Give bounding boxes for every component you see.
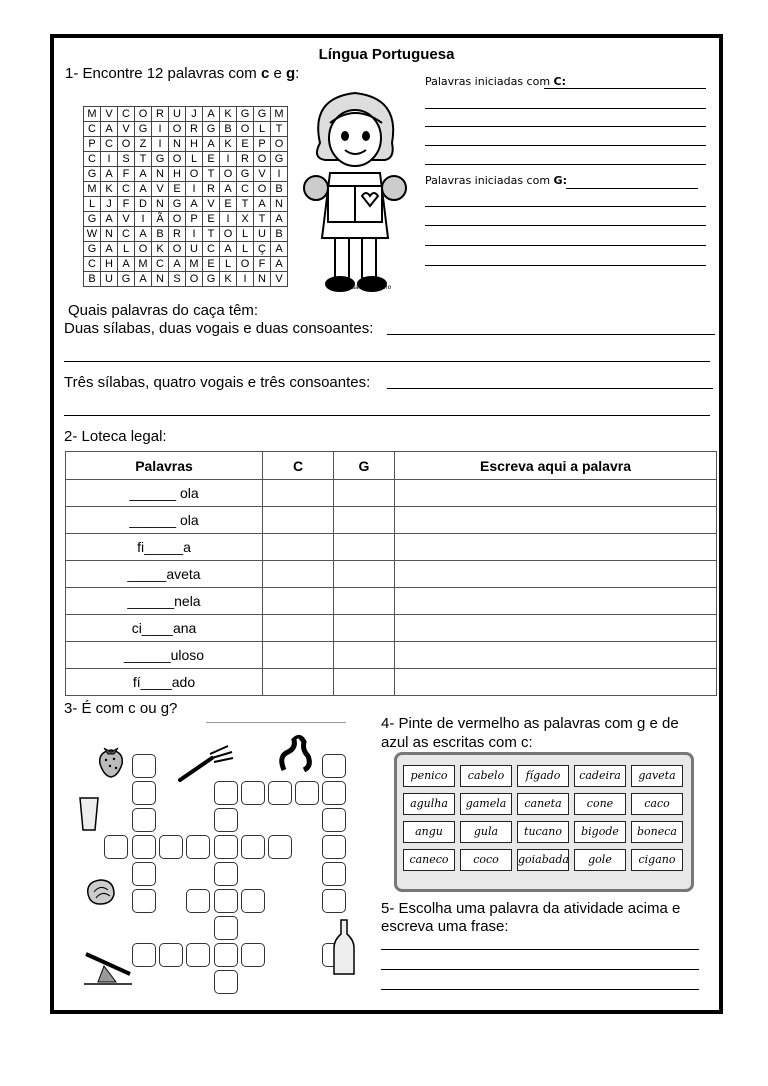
column-header-palavras: Palavras <box>66 452 263 480</box>
word-cell: ______nela <box>66 588 263 615</box>
answer-line[interactable] <box>425 245 706 246</box>
crossword-cell[interactable] <box>322 862 346 886</box>
word-search-cell[interactable]: A <box>271 212 288 227</box>
loteca-table <box>65 451 717 696</box>
word-search-cell[interactable]: G <box>84 242 101 257</box>
word-search-row <box>84 122 288 137</box>
word-box[interactable]: coco <box>460 849 512 871</box>
word-search-cell[interactable]: T <box>237 197 254 212</box>
word-search-cell[interactable]: B <box>271 182 288 197</box>
table-row <box>66 534 717 561</box>
bottle-icon <box>332 918 356 976</box>
word-search-cell[interactable]: A <box>135 227 152 242</box>
word-search-cell[interactable]: I <box>135 212 152 227</box>
word-search-cell[interactable]: N <box>152 272 169 287</box>
word-search-cell[interactable]: E <box>203 152 220 167</box>
word-search-cell[interactable]: I <box>186 227 203 242</box>
question-5-heading: 5- Escolha uma palavra da atividade acima e escreva uma frase: <box>381 900 681 935</box>
word-search-cell[interactable]: U <box>254 227 271 242</box>
word-search-cell[interactable]: A <box>271 242 288 257</box>
word-search-cell[interactable]: W <box>84 227 101 242</box>
table-row <box>66 507 717 534</box>
word-box[interactable]: angu <box>403 821 455 843</box>
seesaw-icon <box>82 944 134 986</box>
word-search-cell[interactable]: I <box>271 167 288 182</box>
c-checkbox-cell[interactable] <box>263 507 334 534</box>
c-checkbox-cell[interactable] <box>263 534 334 561</box>
question-3-heading: 3- É com c ou g? <box>64 700 178 717</box>
word-search-cell[interactable]: T <box>254 212 271 227</box>
word-search-cell[interactable]: I <box>186 182 203 197</box>
word-search-cell[interactable]: G <box>84 212 101 227</box>
answer-line[interactable] <box>381 989 699 990</box>
word-search-cell[interactable]: U <box>186 242 203 257</box>
page-title: Língua Portuguesa <box>318 46 455 63</box>
word-search-cell[interactable]: I <box>220 152 237 167</box>
crossword-cell[interactable] <box>214 943 238 967</box>
word-search-cell[interactable]: A <box>135 182 152 197</box>
word-cell: fi_____a <box>66 534 263 561</box>
worm-icon <box>274 734 314 774</box>
crossword-cell[interactable] <box>241 889 265 913</box>
word-search-cell[interactable]: O <box>271 137 288 152</box>
answer-line[interactable] <box>387 334 715 335</box>
crossword-cell[interactable] <box>214 808 238 832</box>
word-search-cell[interactable]: P <box>84 137 101 152</box>
word-search-cell[interactable]: T <box>203 227 220 242</box>
word-search-cell[interactable]: A <box>101 167 118 182</box>
crossword-cell[interactable] <box>159 835 183 859</box>
g-checkbox-cell[interactable] <box>334 480 395 507</box>
word-search-cell[interactable]: G <box>203 122 220 137</box>
word-search-cell[interactable]: M <box>84 182 101 197</box>
word-search-cell[interactable]: F <box>254 257 271 272</box>
word-search-cell[interactable]: O <box>237 257 254 272</box>
word-search-cell[interactable]: O <box>220 167 237 182</box>
word-search-cell[interactable]: R <box>169 227 186 242</box>
word-search-row <box>84 227 288 242</box>
fork-icon <box>176 744 236 784</box>
word-search-cell[interactable]: V <box>118 212 135 227</box>
word-search-cell[interactable]: E <box>169 182 186 197</box>
word-box[interactable]: gaveta <box>631 765 683 787</box>
word-search-cell[interactable]: C <box>118 227 135 242</box>
word-search-cell[interactable]: G <box>169 197 186 212</box>
table-row <box>66 669 717 696</box>
word-search-cell[interactable]: L <box>186 152 203 167</box>
word-search-cell[interactable]: T <box>203 167 220 182</box>
word-box[interactable]: boneca <box>631 821 683 843</box>
word-search-cell[interactable]: V <box>254 167 271 182</box>
word-search-cell[interactable]: H <box>169 167 186 182</box>
word-search-cell[interactable]: E <box>220 197 237 212</box>
g-checkbox-cell[interactable] <box>334 588 395 615</box>
illustration-credit: @AtividadesSuzano <box>332 284 392 291</box>
word-search-cell[interactable]: N <box>254 272 271 287</box>
word-search-cell[interactable]: Ã <box>152 212 169 227</box>
word-search-cell[interactable]: V <box>101 107 118 122</box>
answer-line[interactable] <box>425 145 706 146</box>
g-checkbox-cell[interactable] <box>334 642 395 669</box>
word-search-cell[interactable]: V <box>152 182 169 197</box>
word-search-cell[interactable]: C <box>84 122 101 137</box>
word-cell: ______uloso <box>66 642 263 669</box>
word-search-cell[interactable]: G <box>118 272 135 287</box>
word-search-cell[interactable]: G <box>237 107 254 122</box>
crossword-cell[interactable] <box>132 781 156 805</box>
word-cell: ______ ola <box>66 480 263 507</box>
word-box[interactable]: gole <box>574 849 626 871</box>
crossword-cell[interactable] <box>268 835 292 859</box>
answer-line[interactable] <box>381 949 699 950</box>
word-search-cell[interactable]: A <box>271 257 288 272</box>
answer-line[interactable] <box>381 969 699 970</box>
word-search-cell[interactable]: K <box>152 242 169 257</box>
answer-line[interactable] <box>387 388 713 389</box>
write-cell[interactable] <box>395 480 717 507</box>
crossword-cell[interactable] <box>186 889 210 913</box>
word-search-cell[interactable]: F <box>118 167 135 182</box>
word-search-cell[interactable]: O <box>169 122 186 137</box>
word-search-cell[interactable]: I <box>152 122 169 137</box>
word-search-cell[interactable]: B <box>220 122 237 137</box>
crossword-cell[interactable] <box>214 862 238 886</box>
word-search-row <box>84 137 288 152</box>
word-search-cell[interactable]: S <box>169 272 186 287</box>
word-box[interactable]: cadeira <box>574 765 626 787</box>
c-checkbox-cell[interactable] <box>263 642 334 669</box>
word-search-cell[interactable]: I <box>220 212 237 227</box>
column-header-c: C <box>263 452 334 480</box>
word-search-cell[interactable]: S <box>118 152 135 167</box>
word-cell: ci____ana <box>66 615 263 642</box>
word-search-cell[interactable]: M <box>84 107 101 122</box>
c-checkbox-cell[interactable] <box>263 588 334 615</box>
word-search-cell[interactable]: N <box>271 197 288 212</box>
answer-line[interactable] <box>425 225 706 226</box>
answer-line[interactable] <box>425 126 706 127</box>
write-cell[interactable] <box>395 588 717 615</box>
word-box[interactable]: caco <box>631 793 683 815</box>
caca-line-1-label: Duas sílabas, duas vogais e duas consoantes: <box>64 320 374 337</box>
word-box[interactable]: goiabada <box>517 849 569 871</box>
word-search-cell[interactable]: V <box>118 122 135 137</box>
crossword-cell[interactable] <box>322 835 346 859</box>
word-search-cell[interactable]: C <box>237 182 254 197</box>
word-search-cell[interactable]: L <box>118 242 135 257</box>
word-search-row <box>84 107 288 122</box>
g-checkbox-cell[interactable] <box>334 534 395 561</box>
worksheet-frame <box>50 34 723 1014</box>
table-row <box>66 480 717 507</box>
word-search-cell[interactable]: C <box>84 257 101 272</box>
word-search-cell[interactable]: H <box>101 257 118 272</box>
crossword-cell[interactable] <box>214 889 238 913</box>
answer-line[interactable] <box>64 415 710 416</box>
word-box[interactable]: gula <box>460 821 512 843</box>
table-row <box>66 561 717 588</box>
g-checkbox-cell[interactable] <box>334 615 395 642</box>
girl-reading-illustration <box>300 88 410 303</box>
label-words-c: Palavras iniciadas com C: <box>425 75 567 88</box>
word-box[interactable]: fígado <box>517 765 569 787</box>
word-box[interactable]: cone <box>574 793 626 815</box>
word-search-cell[interactable]: A <box>101 242 118 257</box>
word-search-cell[interactable]: O <box>237 122 254 137</box>
label-words-g: Palavras iniciadas com G: <box>425 174 567 187</box>
crossword-cell[interactable] <box>295 781 319 805</box>
word-search-row <box>84 242 288 257</box>
crossword-cell[interactable] <box>241 943 265 967</box>
word-search-cell[interactable]: F <box>118 197 135 212</box>
word-search-cell[interactable]: V <box>203 197 220 212</box>
word-box[interactable]: tucano <box>517 821 569 843</box>
answer-line[interactable] <box>425 265 706 266</box>
word-search-cell[interactable]: N <box>169 137 186 152</box>
word-search-cell[interactable]: A <box>254 197 271 212</box>
word-search-cell[interactable]: K <box>101 182 118 197</box>
word-search-row <box>84 152 288 167</box>
column-header-g: G <box>334 452 395 480</box>
word-search-cell[interactable]: A <box>135 167 152 182</box>
word-search-grid <box>83 106 288 287</box>
word-search-cell[interactable]: V <box>271 272 288 287</box>
word-search-row <box>84 167 288 182</box>
word-search-cell[interactable]: L <box>237 227 254 242</box>
word-search-cell[interactable]: N <box>152 167 169 182</box>
caca-line-2-label: Três sílabas, quatro vogais e três consoantes: <box>64 374 371 391</box>
c-checkbox-cell[interactable] <box>263 561 334 588</box>
word-search-cell[interactable]: G <box>254 107 271 122</box>
word-search-cell[interactable]: Z <box>135 137 152 152</box>
g-checkbox-cell[interactable] <box>334 561 395 588</box>
word-search-cell[interactable]: O <box>254 182 271 197</box>
word-search-cell[interactable]: A <box>203 137 220 152</box>
word-panel <box>394 752 694 892</box>
word-search-cell[interactable]: C <box>203 242 220 257</box>
caca-heading: Quais palavras do caça têm: <box>68 302 259 319</box>
word-search-cell[interactable]: A <box>118 257 135 272</box>
word-search-cell[interactable]: L <box>254 122 271 137</box>
word-search-cell[interactable]: N <box>101 227 118 242</box>
crossword-cell[interactable] <box>186 943 210 967</box>
word-search-cell[interactable]: A <box>220 182 237 197</box>
word-search-cell[interactable]: E <box>237 137 254 152</box>
word-search-cell[interactable]: L <box>237 242 254 257</box>
answer-line[interactable] <box>425 164 706 165</box>
crossword-cell[interactable] <box>241 835 265 859</box>
word-search-cell[interactable]: M <box>186 257 203 272</box>
answer-line[interactable] <box>64 361 710 362</box>
word-search-cell[interactable]: J <box>186 107 203 122</box>
word-search-cell[interactable]: O <box>135 242 152 257</box>
divider <box>206 722 346 723</box>
glass-icon <box>78 796 100 832</box>
word-search-cell[interactable]: E <box>203 212 220 227</box>
word-search-cell[interactable]: M <box>135 257 152 272</box>
word-search-cell[interactable]: Ç <box>254 242 271 257</box>
word-search-cell[interactable]: C <box>118 107 135 122</box>
word-search-cell[interactable]: B <box>152 227 169 242</box>
write-cell[interactable] <box>395 534 717 561</box>
word-search-cell[interactable]: C <box>118 182 135 197</box>
crossword-cell[interactable] <box>132 808 156 832</box>
word-search-cell[interactable]: B <box>271 227 288 242</box>
question-2-heading: 2- Loteca legal: <box>64 428 167 445</box>
word-search-cell[interactable]: R <box>237 152 254 167</box>
answer-line[interactable] <box>425 206 706 207</box>
crossword-cell[interactable] <box>132 754 156 778</box>
word-search-cell[interactable]: K <box>220 272 237 287</box>
c-checkbox-cell[interactable] <box>263 615 334 642</box>
word-search-cell[interactable]: A <box>186 197 203 212</box>
crossword-cell[interactable] <box>132 943 156 967</box>
word-search-cell[interactable]: K <box>220 107 237 122</box>
crossword-cell[interactable] <box>322 889 346 913</box>
word-search-cell[interactable]: R <box>203 182 220 197</box>
word-search-cell[interactable]: D <box>135 197 152 212</box>
column-header-escreva: Escreva aqui a palavra <box>395 452 717 480</box>
strawberry-icon <box>96 744 126 778</box>
crossword-cell[interactable] <box>322 808 346 832</box>
word-search-cell[interactable]: I <box>237 272 254 287</box>
g-checkbox-cell[interactable] <box>334 669 395 696</box>
table-row <box>66 615 717 642</box>
crossword-cell[interactable] <box>214 835 238 859</box>
word-search-cell[interactable]: K <box>220 137 237 152</box>
word-search-cell[interactable]: B <box>84 272 101 287</box>
word-search-cell[interactable]: A <box>203 107 220 122</box>
question-4-heading: 4- Pinte de vermelho as palavras com g e de azul as escritas com c: <box>381 715 679 751</box>
word-box[interactable]: caneta <box>517 793 569 815</box>
word-cell: ______ ola <box>66 507 263 534</box>
crossword-cell[interactable] <box>186 835 210 859</box>
word-box[interactable]: cabelo <box>460 765 512 787</box>
word-cell: fí____ado <box>66 669 263 696</box>
crossword-cell[interactable] <box>132 835 156 859</box>
word-search-cell[interactable]: T <box>135 152 152 167</box>
crossword-cell[interactable] <box>214 781 238 805</box>
crossword-cell[interactable] <box>214 916 238 940</box>
crossword-cell[interactable] <box>159 943 183 967</box>
answer-line[interactable] <box>425 108 706 109</box>
answer-line[interactable] <box>544 88 706 89</box>
word-search-cell[interactable]: J <box>101 197 118 212</box>
crossword-cell[interactable] <box>104 835 128 859</box>
word-search-cell[interactable]: O <box>169 242 186 257</box>
crossword-cell[interactable] <box>132 889 156 913</box>
word-search-row <box>84 197 288 212</box>
word-search-cell[interactable]: G <box>84 167 101 182</box>
question-1-heading: 1- Encontre 12 palavras com c e g: <box>65 65 300 82</box>
crossword-cell[interactable] <box>268 781 292 805</box>
word-search-cell[interactable]: C <box>84 152 101 167</box>
word-search-cell[interactable]: R <box>152 107 169 122</box>
word-search-cell[interactable]: G <box>237 167 254 182</box>
word-search-cell[interactable]: O <box>220 227 237 242</box>
word-search-cell[interactable]: G <box>135 122 152 137</box>
word-search-cell[interactable]: I <box>152 137 169 152</box>
word-search-cell[interactable]: H <box>186 137 203 152</box>
word-search-cell[interactable]: M <box>271 107 288 122</box>
word-search-cell[interactable]: O <box>186 272 203 287</box>
word-search-cell[interactable]: R <box>186 122 203 137</box>
word-search-cell[interactable]: A <box>135 272 152 287</box>
write-cell[interactable] <box>395 642 717 669</box>
crossword-cell[interactable] <box>241 781 265 805</box>
word-search-cell[interactable]: O <box>169 152 186 167</box>
word-search-row <box>84 212 288 227</box>
g-checkbox-cell[interactable] <box>334 507 395 534</box>
write-cell[interactable] <box>395 669 717 696</box>
word-search-cell[interactable]: U <box>169 107 186 122</box>
word-cell: _____aveta <box>66 561 263 588</box>
word-search-cell[interactable]: G <box>203 272 220 287</box>
lettuce-icon <box>84 876 118 906</box>
c-checkbox-cell[interactable] <box>263 480 334 507</box>
word-box[interactable]: caneco <box>403 849 455 871</box>
word-search-cell[interactable]: O <box>169 212 186 227</box>
table-row <box>66 642 717 669</box>
crossword-cell[interactable] <box>132 862 156 886</box>
word-search-cell[interactable]: U <box>101 272 118 287</box>
word-search-cell[interactable]: G <box>271 152 288 167</box>
word-search-row <box>84 182 288 197</box>
word-search-cell[interactable]: A <box>101 122 118 137</box>
word-search-cell[interactable]: P <box>186 212 203 227</box>
word-search-cell[interactable]: P <box>254 137 271 152</box>
word-search-cell[interactable]: I <box>101 152 118 167</box>
write-cell[interactable] <box>395 615 717 642</box>
write-cell[interactable] <box>395 561 717 588</box>
word-search-cell[interactable]: O <box>186 167 203 182</box>
word-search-cell[interactable]: A <box>101 212 118 227</box>
crossword-cell[interactable] <box>322 781 346 805</box>
table-row <box>66 588 717 615</box>
word-search-cell[interactable]: E <box>203 257 220 272</box>
word-box[interactable]: bigode <box>574 821 626 843</box>
word-grid <box>403 765 683 871</box>
word-box[interactable]: penico <box>403 765 455 787</box>
word-search-cell[interactable]: O <box>118 137 135 152</box>
crossword-cell[interactable] <box>214 970 238 994</box>
word-search-cell[interactable]: O <box>135 107 152 122</box>
word-search-cell[interactable]: A <box>220 242 237 257</box>
word-search-cell[interactable]: X <box>237 212 254 227</box>
word-search-cell[interactable]: O <box>254 152 271 167</box>
word-search-row <box>84 257 288 272</box>
answer-line[interactable] <box>566 188 698 189</box>
word-search-cell[interactable]: G <box>152 152 169 167</box>
word-box[interactable]: gamela <box>460 793 512 815</box>
word-search-cell[interactable]: T <box>271 122 288 137</box>
write-cell[interactable] <box>395 507 717 534</box>
word-box[interactable]: cigano <box>631 849 683 871</box>
c-checkbox-cell[interactable] <box>263 669 334 696</box>
word-search-cell[interactable]: C <box>152 257 169 272</box>
crossword-cell[interactable] <box>322 754 346 778</box>
word-search-cell[interactable]: L <box>220 257 237 272</box>
word-search-cell[interactable]: N <box>152 197 169 212</box>
word-search-cell[interactable]: A <box>169 257 186 272</box>
word-search-row <box>84 272 288 287</box>
word-search-cell[interactable]: C <box>101 137 118 152</box>
word-search-cell[interactable]: L <box>84 197 101 212</box>
word-box[interactable]: agulha <box>403 793 455 815</box>
